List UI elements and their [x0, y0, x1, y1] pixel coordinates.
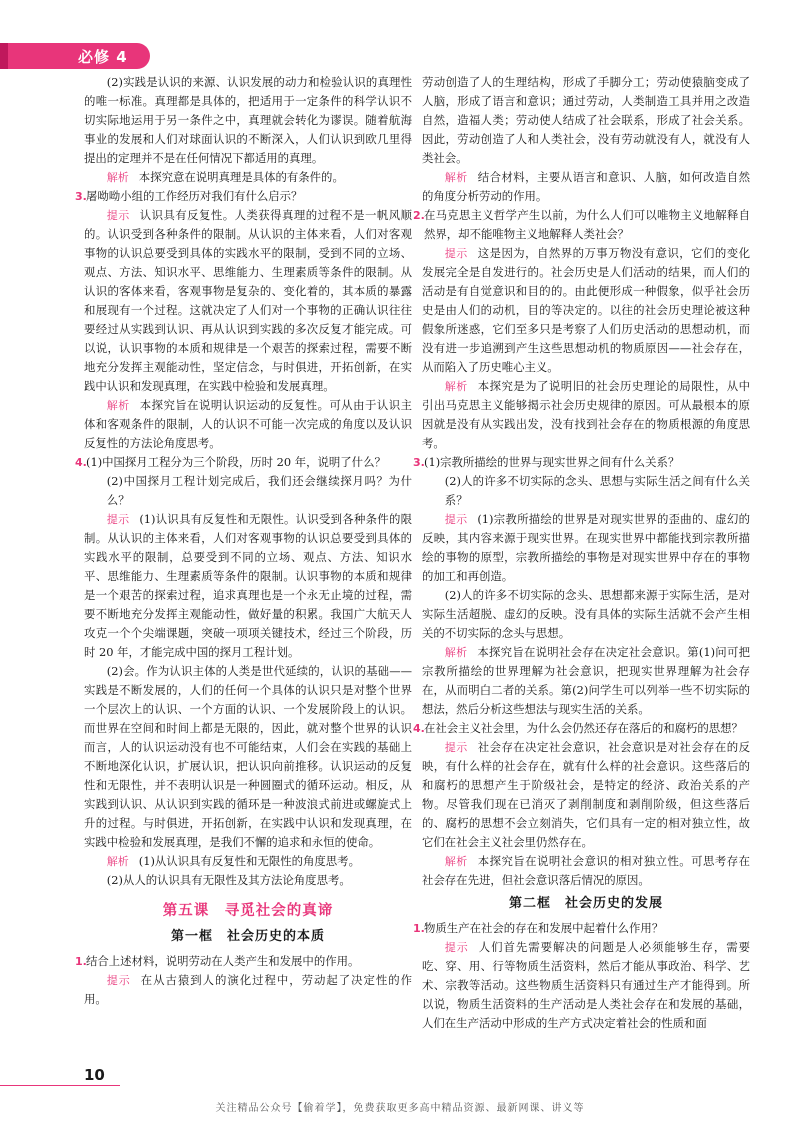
- answer-text: (1)宗教所描绘的世界是对现实世界的歪曲的、虚幻的反映，其内容来源于现实世界。在现实世界中都能找到宗教所描绘的事物的原型，宗教所描绘的事物是对现实世界中存在的事物的加工和再创造。: [422, 512, 751, 583]
- answer-label: 解析: [106, 399, 130, 412]
- section-title: 第一框 社会历史的本质: [170, 929, 325, 944]
- answer-paragraph: [84, 852, 412, 871]
- answer-label: 提示: [444, 741, 468, 754]
- answer-label: 解析: [444, 646, 468, 659]
- answer-text: 本探究是为了说明旧的社会历史理论的局限性，从中引出马克思主义能够揭示社会历史规律的原因。可从最根本的原因就是没有从实践出发，没有找到社会存在的物质根源的角度思考。: [422, 379, 750, 450]
- question: [413, 206, 750, 244]
- question-number: 3.: [75, 190, 87, 203]
- answer-text: 结合材料，主要从语言和意识、人脑，如何改造自然的角度分析劳动的作用。: [422, 170, 750, 203]
- question-text: 在社会主义社会里，为什么会仍然还存在落后的和腐朽的思想？: [424, 721, 743, 735]
- question-number: 3.: [413, 456, 425, 469]
- question-text: 屠呦呦小组的工作经历对我们有什么启示？: [86, 189, 303, 203]
- answer-text: 本探究旨在说明认识运动的反复性。可从由于认识主体和客观条件的限制，人的认识不可能一次完成的角度以及认识反复性的方法论角度思考。: [84, 398, 412, 450]
- left-column: [75, 73, 413, 1009]
- answer-text: 在从古猿到人的演化过程中，劳动起了决定性的作用。: [84, 973, 412, 1006]
- body-paragraph: (2)人的许多不切实际的念头、思想都来源于实际生活，是对实际生活超脱、虚幻的反映。没有具体的实际生活就不会产生相关的不切实际的念头与思想。: [422, 588, 750, 640]
- answer-paragraph: [422, 938, 750, 1033]
- footer-note: 关注精品公众号【偷着学】，免费获取更多高中精品资源、最新网课、讲义等: [215, 1103, 585, 1114]
- question: [75, 453, 412, 472]
- answer-label: 提示: [444, 247, 468, 260]
- answer-text: (1)认识具有反复性和无限性。认识受到各种条件的限制。从认识的主体来看，人们对客观事物的认识总要受到具体的实践水平的限制，总要受到不同的立场、观点、方法、知识水平、思维能力、生理素质等条件的限制。认识事物的本质和规律是一个艰苦的探索过程，追求真理也是一个永无止境的过程，需要不断地充分发挥主观能动性，做好量的积累。我国广大航天人攻克一个个尖端课题，突破一项项关键技术，经过三个阶段，历时 20 年，才能完成中国的探月工程计划。: [84, 512, 413, 659]
- answer-text: 这是因为，自然界的万事万物没有意识，它们的变化发展完全是自发进行的。社会历史是人们活动的结果，而人们的活动是有自觉意识和目的的。由此便形成一种假象，似乎社会历史是由人们的动机，目的等决定的。以往的社会历史理论被这种假象所迷惑，它们至多只是考察了人们历史活动的思想动机，而没有进一步追溯到产生这些思想动机的物质原因——社会存在，从而陷入了历史唯心主义。: [422, 246, 750, 374]
- answer-text: 本探究意在说明真理是具体的有条件的。: [138, 170, 344, 184]
- answer-paragraph: [84, 168, 412, 187]
- lesson-title: 第五课 寻觅社会的真谛: [162, 903, 334, 919]
- question-text: (1)宗教所描绘的世界与现实世界之间有什么关系？: [424, 455, 680, 469]
- question-number: 4.: [75, 456, 87, 469]
- answer-paragraph: [422, 377, 750, 453]
- answer-text: 本探究旨在说明社会意识的相对独立性。可思考存在社会存在先进，但社会意识落后情况的原因。: [422, 854, 750, 887]
- answer-label: 提示: [106, 974, 131, 987]
- answer-label: 提示: [444, 941, 469, 954]
- body-paragraph: (2)中国探月工程计划完成后，我们还会继续探月吗？为什么？: [106, 474, 412, 507]
- answer-label: 提示: [106, 209, 130, 222]
- answer-paragraph: [84, 206, 412, 396]
- page-number-rule: [0, 1085, 120, 1086]
- section-title: 第二框 社会历史的发展: [508, 896, 663, 911]
- question: [413, 453, 750, 472]
- answer-label: 解析: [444, 380, 468, 393]
- body-paragraph: (2)实践是认识的来源、认识发展的动力和检验认识的真理性的唯一标准。真理都是具体的，把适用于一定条件的科学认识不切实际地运用于另一条件之中，真理就会转化为谬误。随着航海事业的发展和人们对球面认识的不断深入，人们认识到欧几里得提出的定理并不是在任何情况下都适用的真理。: [84, 75, 412, 165]
- header-tab: [0, 43, 150, 69]
- answer-paragraph: [84, 396, 412, 453]
- page-number: 10: [84, 1066, 105, 1084]
- right-column: [413, 73, 751, 1033]
- body-paragraph: (2)从人的认识具有无限性及其方法论角度思考。: [106, 873, 351, 887]
- answer-label: 解析: [444, 171, 468, 184]
- header-stripe: [0, 43, 8, 69]
- body-paragraph: 劳动创造了人的生理结构，形成了手脚分工；劳动使猿脑变成了人脑，形成了语言和意识；通过劳动，人类制造工具并用之改造自然，造福人类；劳动使人结成了社会联系，形成了社会关系。因此，劳动创造了人和人类社会，没有劳动就没有人，就没有人类社会。: [422, 75, 750, 165]
- answer-paragraph: [422, 738, 750, 852]
- answer-text: (1)从认识具有反复性和无限性的角度思考。: [138, 854, 360, 868]
- answer-paragraph: [422, 852, 750, 890]
- answer-text: 本探究旨在说明社会存在决定社会意识。第(1)问可把宗教所描绘的世界理解为社会意识，把现实世界理解为社会存在，从而明白二者的关系。第(2)问学生可以列举一些不切实际的想法，然后分析这些想法与现实生活的关系。: [422, 645, 751, 716]
- answer-paragraph: [422, 643, 750, 719]
- answer-label: 提示: [444, 513, 468, 526]
- question-number: 1.: [413, 922, 425, 935]
- body-paragraph: (2)人的许多不切实际的念头、思想与实际生活之间有什么关系？: [444, 474, 750, 507]
- answer-text: 人们首先需要解决的问题是人必须能够生存，需要吃、穿、用、行等物质生活资料，然后才能从事政治、科学、艺术、宗教等活动。这些物质生活资料只有通过生产才能得到。所以说，物质生活资料的生产活动是人类社会存在和发展的基础，人们在生产活动中形成的生产方式决定着社会的性质和面: [422, 940, 750, 1030]
- answer-paragraph: [422, 510, 750, 586]
- question: [75, 187, 412, 206]
- question-text: (1)中国探月工程分为三个阶段，历时 20 年，说明了什么？: [86, 455, 386, 469]
- answer-paragraph: [84, 971, 412, 1009]
- question: [75, 952, 412, 971]
- question-number: 4.: [413, 722, 425, 735]
- answer-label: 解析: [106, 171, 129, 184]
- question: [413, 719, 750, 738]
- question: [413, 919, 750, 938]
- answer-label: 解析: [444, 855, 468, 868]
- question-text: 结合上述材料，说明劳动在人类产生和发展中的作用。: [86, 954, 360, 968]
- question-number: 1.: [75, 955, 87, 968]
- answer-text: 社会存在决定社会意识，社会意识是对社会存在的反映，有什么样的社会存在，就有什么样的社会意识。这些落后的和腐朽的思想产生于阶级社会，是特定的经济、政治关系的产物。尽管我们现在已消灭了剥削制度和剥削阶级，但这些落后的、腐朽的思想不会立刻消失，它们具有一定的相对独立性，故它们在社会主义社会里仍然存在。: [422, 740, 750, 849]
- question-number: 2.: [413, 209, 425, 222]
- answer-label: 提示: [106, 513, 130, 526]
- question-text: 物质生产在社会的存在和发展中起着什么作用？: [424, 921, 664, 935]
- question-text: 在马克思主义哲学产生以前，为什么人们可以唯物主义地解释自然界，却不能唯物主义地解释人类社会？: [424, 208, 750, 241]
- answer-paragraph: [84, 510, 412, 662]
- answer-text: 认识具有反复性。人类获得真理的过程不是一帆风顺的。认识受到各种条件的限制。从认识的主体来看，人们对客观事物的认识总要受到具体的实践水平的限制，受到不同的立场、观点、方法、知识水平、思维能力、生理素质等条件的限制。从认识的客体来看，客观事物是复杂的、变化着的，其本质的暴露和展现有一个过程。这就决定了人们对一个事物的正确认识往往要经过从实践到认识、再从认识到实践的多次反复才能完成。可以说，认识事物的本质和规律是一个艰苦的探索过程，需要不断地充分发挥主观能动性，坚定信念，与时俱进，开拓创新，在实践中认识和发现真理，在实践中检验和发展真理。: [84, 208, 412, 393]
- answer-paragraph: [422, 244, 750, 377]
- header-title: 必修 4: [78, 47, 128, 66]
- answer-label: 解析: [106, 855, 129, 868]
- answer-paragraph: [422, 168, 750, 206]
- body-paragraph: (2)会。作为认识主体的人类是世代延续的，认识的基础——实践是不断发展的，人们的任何一个具体的认识只是对整个世界一个层次上的认识、一个方面的认识、一个发展阶段上的认识。而世界在空间和时间上都是无限的，因此，就对整个世界的认识而言，人的认识运动没有也不可能结束，人们会在实践的基础上不断地深化认识，扩展认识，把认识向前推移。认识运动的反复性和无限性，并不表明认识是一种圆圈式的循环运动。相反，从实践到认识、从认识到实践的循环是一种波浪式前进或螺旋式上升的过程。与时俱进，开拓创新，在实践中认识和发现真理，在实践中检验和发展真理，是我们不懈的追求和永恒的使命。: [84, 664, 412, 849]
